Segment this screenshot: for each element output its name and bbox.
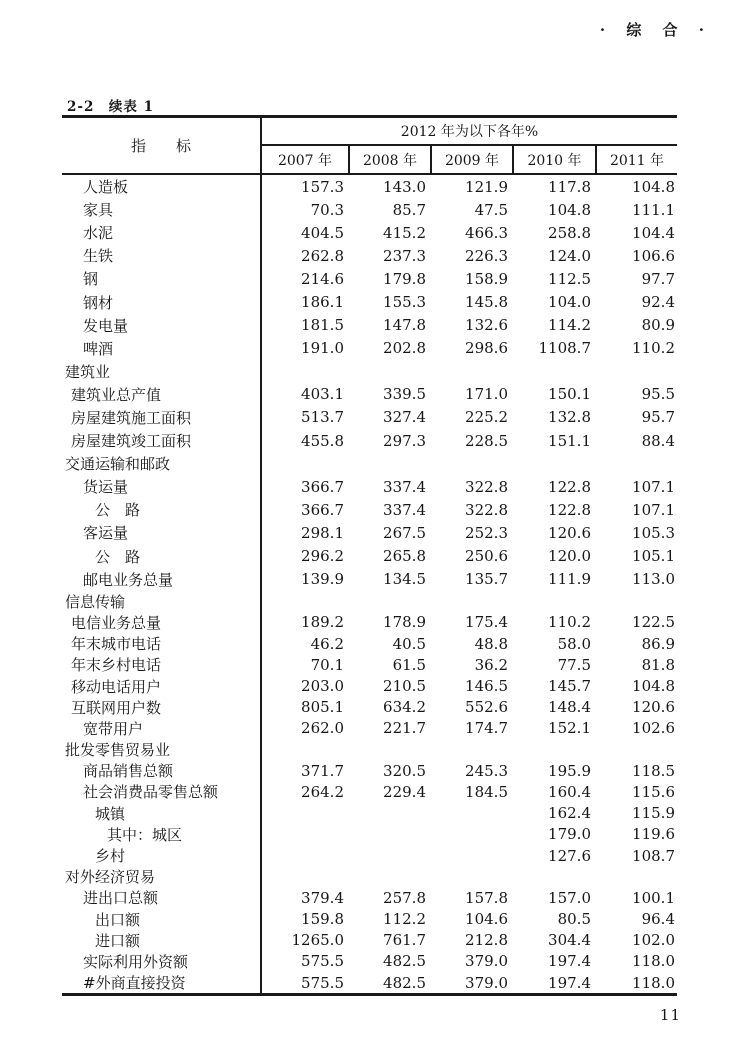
cell-2010 bbox=[512, 591, 595, 612]
cell-2008: 320.5 bbox=[383, 761, 426, 780]
cell-2007: 157.3 bbox=[301, 177, 344, 196]
cell-2009: 322.8 bbox=[465, 500, 508, 519]
cell-2011: 111.1 bbox=[632, 200, 675, 219]
row-label: 交通运输和邮政 bbox=[62, 452, 262, 475]
cell-2010: 77.5 bbox=[557, 655, 591, 674]
cell-2009: 228.5 bbox=[465, 431, 508, 450]
row-label: 房屋建筑竣工面积 bbox=[62, 429, 262, 452]
cell-2009: 252.3 bbox=[465, 523, 508, 542]
cell-2010: 127.6 bbox=[548, 846, 591, 865]
cell-2007: 189.2 bbox=[301, 613, 344, 632]
row-label: 年末乡村电话 bbox=[62, 654, 262, 675]
cell-2010: 122.8 bbox=[548, 500, 591, 519]
cell-2009 bbox=[430, 591, 512, 612]
cell-2009: 466.3 bbox=[465, 223, 508, 242]
table-header bbox=[62, 115, 677, 175]
row-label: 年末城市电话 bbox=[62, 633, 262, 654]
table-row bbox=[62, 718, 677, 739]
cell-2011 bbox=[595, 360, 677, 383]
table-span-header: 2012 年为以下各年% bbox=[262, 118, 677, 146]
indicator-column-header: 指 标 bbox=[62, 118, 262, 173]
cell-2008: 257.8 bbox=[383, 888, 426, 907]
cell-2008: 202.8 bbox=[383, 339, 426, 358]
table-row bbox=[62, 429, 677, 452]
cell-2010: 152.1 bbox=[548, 719, 591, 738]
cell-2008: 229.4 bbox=[383, 782, 426, 801]
cell-2007 bbox=[262, 845, 348, 866]
cell-2007: 70.3 bbox=[310, 200, 344, 219]
cell-2009: 245.3 bbox=[465, 761, 508, 780]
table-row bbox=[62, 383, 677, 406]
cell-2007: 262.0 bbox=[301, 719, 344, 738]
row-label: 移动电话用户 bbox=[62, 675, 262, 696]
cell-2008 bbox=[348, 803, 430, 824]
cell-2007: 379.4 bbox=[301, 888, 344, 907]
row-label: 房屋建筑施工面积 bbox=[62, 406, 262, 429]
cell-2007: 139.9 bbox=[301, 570, 344, 589]
cell-2009: 174.7 bbox=[465, 719, 508, 738]
table-row bbox=[62, 475, 677, 498]
cell-2010 bbox=[512, 739, 595, 760]
cell-2010: 145.7 bbox=[548, 677, 591, 696]
cell-2007: 371.7 bbox=[301, 761, 344, 780]
row-label: 公 路 bbox=[62, 545, 262, 568]
table-row bbox=[62, 739, 677, 760]
cell-2007 bbox=[262, 803, 348, 824]
cell-2009: 132.6 bbox=[465, 316, 508, 335]
cell-2011: 120.6 bbox=[632, 698, 675, 717]
cell-2011: 119.6 bbox=[632, 825, 675, 844]
cell-2008: 339.5 bbox=[383, 385, 426, 404]
table-row bbox=[62, 909, 677, 930]
cell-2009: 36.2 bbox=[474, 655, 508, 674]
cell-2007: 186.1 bbox=[301, 293, 344, 312]
cell-2009 bbox=[430, 803, 512, 824]
table-row bbox=[62, 887, 677, 908]
cell-2008: 147.8 bbox=[383, 316, 426, 335]
row-label: 啤酒 bbox=[62, 337, 262, 360]
row-label: 对外经济贸易 bbox=[62, 866, 262, 887]
cell-2007: 296.2 bbox=[301, 547, 344, 566]
cell-2011: 104.4 bbox=[632, 223, 675, 242]
cell-2009: 171.0 bbox=[465, 385, 508, 404]
year-header-area bbox=[262, 118, 677, 173]
cell-2008: 143.0 bbox=[383, 177, 426, 196]
cell-2011: 104.8 bbox=[632, 677, 675, 696]
cell-2010: 122.8 bbox=[548, 477, 591, 496]
cell-2008: 237.3 bbox=[383, 246, 426, 265]
cell-2010 bbox=[512, 452, 595, 475]
cell-2008: 85.7 bbox=[392, 200, 426, 219]
table-row bbox=[62, 175, 677, 198]
cell-2009: 226.3 bbox=[465, 246, 508, 265]
cell-2007: 159.8 bbox=[301, 910, 344, 929]
table-row bbox=[62, 244, 677, 267]
row-label: 乡村 bbox=[62, 845, 262, 866]
cell-2007: 366.7 bbox=[301, 500, 344, 519]
cell-2010: 58.0 bbox=[557, 634, 591, 653]
cell-2008 bbox=[348, 591, 430, 612]
statistics-table bbox=[62, 115, 677, 996]
cell-2009: 47.5 bbox=[474, 200, 508, 219]
table-row bbox=[62, 675, 677, 696]
cell-2009: 250.6 bbox=[465, 547, 508, 566]
cell-2011: 107.1 bbox=[632, 477, 675, 496]
cell-2009: 135.7 bbox=[465, 570, 508, 589]
row-label: 客运量 bbox=[62, 521, 262, 544]
table-body bbox=[62, 175, 677, 996]
row-label: 电信业务总量 bbox=[62, 612, 262, 633]
cell-2009: 322.8 bbox=[465, 477, 508, 496]
table-row bbox=[62, 267, 677, 290]
row-label: 出口额 bbox=[62, 909, 262, 930]
cell-2008: 40.5 bbox=[392, 634, 426, 653]
cell-2007: 403.1 bbox=[301, 385, 344, 404]
table-row bbox=[62, 845, 677, 866]
row-label: 人造板 bbox=[62, 175, 262, 198]
row-label: 实际利用外资额 bbox=[62, 951, 262, 972]
cell-2008: 634.2 bbox=[383, 698, 426, 717]
cell-2010: 304.4 bbox=[548, 931, 591, 950]
cell-2011: 95.5 bbox=[641, 385, 675, 404]
table-row bbox=[62, 697, 677, 718]
cell-2010: 160.4 bbox=[548, 782, 591, 801]
row-label: 钢材 bbox=[62, 290, 262, 313]
cell-2007: 262.8 bbox=[301, 246, 344, 265]
cell-2008: 482.5 bbox=[383, 973, 426, 992]
cell-2011: 118.0 bbox=[632, 952, 675, 971]
cell-2008 bbox=[348, 452, 430, 475]
cell-2007: 203.0 bbox=[301, 677, 344, 696]
table-row bbox=[62, 824, 677, 845]
cell-2008: 210.5 bbox=[383, 677, 426, 696]
cell-2011: 102.6 bbox=[632, 719, 675, 738]
cell-2011: 92.4 bbox=[641, 293, 675, 312]
cell-2010: 120.6 bbox=[548, 523, 591, 542]
cell-2009: 552.6 bbox=[465, 698, 508, 717]
cell-2010: 111.9 bbox=[548, 570, 591, 589]
cell-2009 bbox=[430, 452, 512, 475]
cell-2008: 134.5 bbox=[383, 570, 426, 589]
cell-2008: 267.5 bbox=[383, 523, 426, 542]
cell-2010: 117.8 bbox=[548, 177, 591, 196]
cell-2007 bbox=[262, 866, 348, 887]
cell-2011: 95.7 bbox=[641, 408, 675, 427]
page-number: 11 bbox=[659, 1006, 681, 1024]
cell-2010: 80.5 bbox=[557, 910, 591, 929]
table-row bbox=[62, 568, 677, 591]
row-label: #外商直接投资 bbox=[62, 972, 262, 993]
row-label: 商品销售总额 bbox=[62, 760, 262, 781]
row-label: 水泥 bbox=[62, 221, 262, 244]
cell-2009: 298.6 bbox=[465, 339, 508, 358]
row-label: 信息传输 bbox=[62, 591, 262, 612]
cell-2007: 191.0 bbox=[301, 339, 344, 358]
cell-2009: 121.9 bbox=[465, 177, 508, 196]
cell-2007: 575.5 bbox=[301, 973, 344, 992]
table-row bbox=[62, 781, 677, 802]
table-row bbox=[62, 406, 677, 429]
year-header-2009: 2009 年 bbox=[430, 146, 512, 173]
cell-2011: 107.1 bbox=[632, 500, 675, 519]
cell-2010: 197.4 bbox=[548, 973, 591, 992]
cell-2011: 105.1 bbox=[632, 547, 675, 566]
cell-2010: 120.0 bbox=[548, 547, 591, 566]
cell-2007: 404.5 bbox=[301, 223, 344, 242]
cell-2008: 482.5 bbox=[383, 952, 426, 971]
cell-2007: 513.7 bbox=[301, 408, 344, 427]
row-label: 邮电业务总量 bbox=[62, 568, 262, 591]
cell-2010: 162.4 bbox=[548, 804, 591, 823]
cell-2008: 112.2 bbox=[383, 910, 426, 929]
cell-2011 bbox=[595, 739, 677, 760]
row-label: 城镇 bbox=[62, 803, 262, 824]
cell-2008: 178.9 bbox=[383, 613, 426, 632]
cell-2008: 155.3 bbox=[383, 293, 426, 312]
cell-2011: 86.9 bbox=[641, 634, 675, 653]
cell-2011: 96.4 bbox=[641, 910, 675, 929]
table-row bbox=[62, 360, 677, 383]
table-row bbox=[62, 633, 677, 654]
row-label: 货运量 bbox=[62, 475, 262, 498]
table-row bbox=[62, 866, 677, 887]
cell-2008: 327.4 bbox=[383, 408, 426, 427]
cell-2009: 225.2 bbox=[465, 408, 508, 427]
row-label: 建筑业总产值 bbox=[62, 383, 262, 406]
cell-2007 bbox=[262, 824, 348, 845]
cell-2009: 157.8 bbox=[465, 888, 508, 907]
cell-2010: 195.9 bbox=[548, 761, 591, 780]
cell-2007: 264.2 bbox=[301, 782, 344, 801]
row-label: 生铁 bbox=[62, 244, 262, 267]
row-label: 家具 bbox=[62, 198, 262, 221]
cell-2009: 145.8 bbox=[465, 293, 508, 312]
cell-2007: 181.5 bbox=[301, 316, 344, 335]
cell-2009: 146.5 bbox=[465, 677, 508, 696]
cell-2009 bbox=[430, 866, 512, 887]
cell-2011: 113.0 bbox=[632, 570, 675, 589]
table-row bbox=[62, 452, 677, 475]
cell-2008 bbox=[348, 739, 430, 760]
cell-2008: 179.8 bbox=[383, 269, 426, 288]
cell-2010: 124.0 bbox=[548, 246, 591, 265]
cell-2008: 337.4 bbox=[383, 477, 426, 496]
year-header-row bbox=[262, 146, 677, 173]
cell-2011: 110.2 bbox=[632, 339, 675, 358]
table-caption: 2-2 续表 1 bbox=[67, 99, 154, 115]
table-row bbox=[62, 612, 677, 633]
cell-2008 bbox=[348, 824, 430, 845]
cell-2010: 110.2 bbox=[548, 613, 591, 632]
cell-2011: 115.6 bbox=[632, 782, 675, 801]
cell-2011 bbox=[595, 866, 677, 887]
cell-2007: 298.1 bbox=[301, 523, 344, 542]
table-row bbox=[62, 930, 677, 951]
table-row bbox=[62, 521, 677, 544]
cell-2007 bbox=[262, 739, 348, 760]
cell-2010: 114.2 bbox=[548, 316, 591, 335]
row-label: 互联网用户数 bbox=[62, 697, 262, 718]
section-corner-header: · 综 合 · bbox=[599, 21, 712, 39]
cell-2011: 80.9 bbox=[641, 316, 675, 335]
table-row bbox=[62, 337, 677, 360]
cell-2010: 112.5 bbox=[548, 269, 591, 288]
cell-2011: 97.7 bbox=[641, 269, 675, 288]
cell-2007: 70.1 bbox=[310, 655, 344, 674]
cell-2008: 265.8 bbox=[383, 547, 426, 566]
cell-2011: 122.5 bbox=[632, 613, 675, 632]
cell-2010: 1108.7 bbox=[538, 339, 591, 358]
cell-2011: 118.0 bbox=[632, 973, 675, 992]
cell-2010: 148.4 bbox=[548, 698, 591, 717]
year-header-2010: 2010 年 bbox=[512, 146, 595, 173]
cell-2009: 104.6 bbox=[465, 910, 508, 929]
cell-2009: 158.9 bbox=[465, 269, 508, 288]
cell-2011: 105.3 bbox=[632, 523, 675, 542]
cell-2011: 104.8 bbox=[632, 177, 675, 196]
row-label: 进口额 bbox=[62, 930, 262, 951]
cell-2007: 46.2 bbox=[310, 634, 344, 653]
cell-2007: 366.7 bbox=[301, 477, 344, 496]
cell-2008 bbox=[348, 845, 430, 866]
table-row bbox=[62, 654, 677, 675]
cell-2007: 214.6 bbox=[301, 269, 344, 288]
cell-2010 bbox=[512, 360, 595, 383]
row-label: 批发零售贸易业 bbox=[62, 739, 262, 760]
table-row bbox=[62, 290, 677, 313]
cell-2011: 108.7 bbox=[632, 846, 675, 865]
cell-2010: 197.4 bbox=[548, 952, 591, 971]
cell-2011 bbox=[595, 591, 677, 612]
table-row bbox=[62, 591, 677, 612]
row-label: 其中：城区 bbox=[62, 824, 262, 845]
cell-2008 bbox=[348, 360, 430, 383]
table-row bbox=[62, 198, 677, 221]
table-row bbox=[62, 545, 677, 568]
cell-2007 bbox=[262, 360, 348, 383]
cell-2008: 297.3 bbox=[383, 431, 426, 450]
cell-2008: 337.4 bbox=[383, 500, 426, 519]
cell-2008: 221.7 bbox=[383, 719, 426, 738]
cell-2009 bbox=[430, 845, 512, 866]
cell-2008: 761.7 bbox=[383, 931, 426, 950]
table-row bbox=[62, 951, 677, 972]
cell-2009 bbox=[430, 824, 512, 845]
year-header-2007: 2007 年 bbox=[277, 152, 333, 169]
cell-2010: 151.1 bbox=[548, 431, 591, 450]
cell-2011: 118.5 bbox=[632, 761, 675, 780]
row-label: 进出口总额 bbox=[62, 887, 262, 908]
cell-2010 bbox=[512, 866, 595, 887]
cell-2009: 379.0 bbox=[465, 952, 508, 971]
table-row bbox=[62, 314, 677, 337]
cell-2008 bbox=[348, 866, 430, 887]
cell-2010: 157.0 bbox=[548, 888, 591, 907]
cell-2007: 575.5 bbox=[301, 952, 344, 971]
year-header-2011: 2011 年 bbox=[595, 146, 677, 173]
table-row bbox=[62, 972, 677, 993]
row-label: 社会消费品零售总额 bbox=[62, 781, 262, 802]
cell-2007: 1265.0 bbox=[291, 931, 344, 950]
cell-2009 bbox=[430, 360, 512, 383]
cell-2011: 81.8 bbox=[641, 655, 675, 674]
cell-2008: 61.5 bbox=[392, 655, 426, 674]
cell-2010: 104.0 bbox=[548, 293, 591, 312]
row-label: 建筑业 bbox=[62, 360, 262, 383]
cell-2010: 179.0 bbox=[548, 825, 591, 844]
cell-2009: 379.0 bbox=[465, 973, 508, 992]
row-label: 宽带用户 bbox=[62, 718, 262, 739]
cell-2011: 102.0 bbox=[632, 931, 675, 950]
cell-2009 bbox=[430, 739, 512, 760]
cell-2007 bbox=[262, 591, 348, 612]
cell-2009: 48.8 bbox=[474, 634, 508, 653]
cell-2011: 106.6 bbox=[632, 246, 675, 265]
cell-2010: 258.8 bbox=[548, 223, 591, 242]
cell-2011: 115.9 bbox=[632, 804, 675, 823]
cell-2011: 100.1 bbox=[632, 888, 675, 907]
table-row bbox=[62, 760, 677, 781]
year-header-2008: 2008 年 bbox=[348, 146, 430, 173]
table-row bbox=[62, 498, 677, 521]
cell-2010: 132.8 bbox=[548, 408, 591, 427]
cell-2009: 212.8 bbox=[465, 931, 508, 950]
row-label: 发电量 bbox=[62, 314, 262, 337]
cell-2007: 455.8 bbox=[301, 431, 344, 450]
table-row bbox=[62, 221, 677, 244]
cell-2011: 88.4 bbox=[641, 431, 675, 450]
cell-2011 bbox=[595, 452, 677, 475]
cell-2009: 175.4 bbox=[465, 613, 508, 632]
row-label: 钢 bbox=[62, 267, 262, 290]
cell-2010: 150.1 bbox=[548, 385, 591, 404]
cell-2007: 805.1 bbox=[301, 698, 344, 717]
table-row bbox=[62, 803, 677, 824]
cell-2008: 415.2 bbox=[383, 223, 426, 242]
cell-2010: 104.8 bbox=[548, 200, 591, 219]
cell-2007 bbox=[262, 452, 348, 475]
cell-2009: 184.5 bbox=[465, 782, 508, 801]
row-label: 公 路 bbox=[62, 498, 262, 521]
